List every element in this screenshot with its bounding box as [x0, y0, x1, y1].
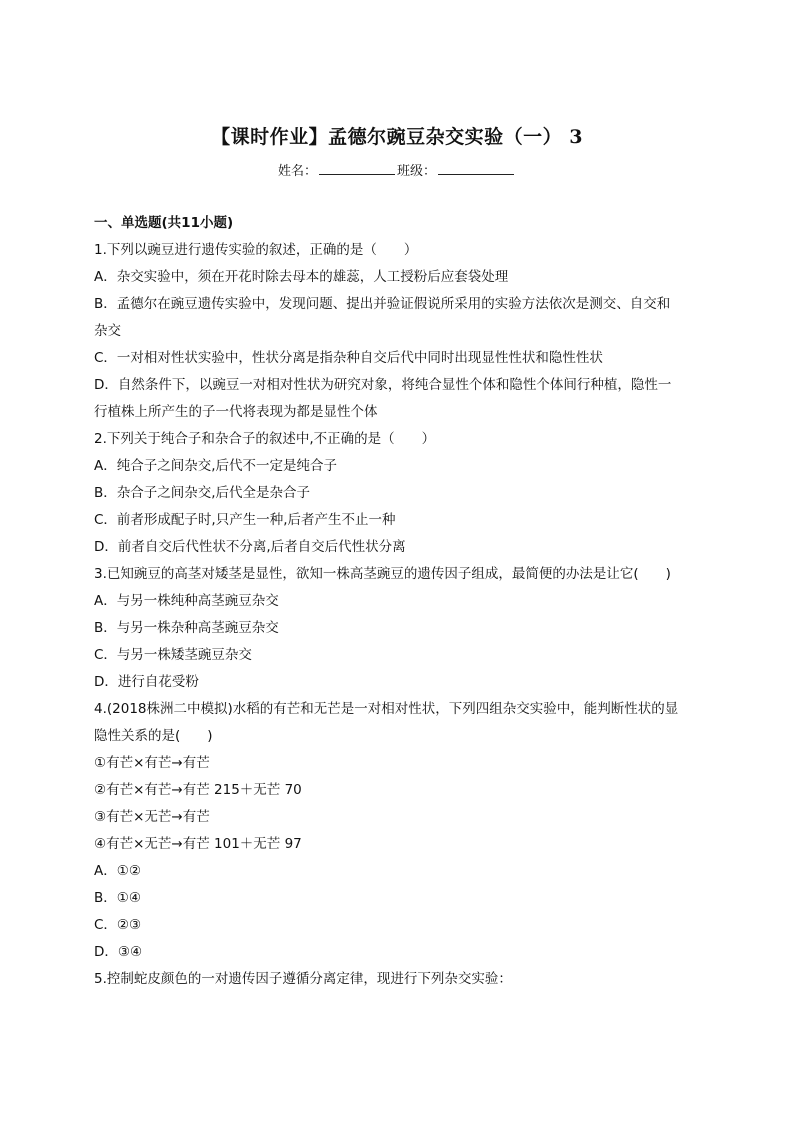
document-title: 【课时作业】孟德尔豌豆杂交实验（一） 3 — [211, 126, 583, 148]
text-line: B．杂合子之间杂交,后代全是杂合子 — [94, 485, 311, 501]
section-heading: 一、单选题(共11小题) — [94, 215, 234, 231]
text-line: 隐性关系的是( ) — [94, 728, 213, 744]
class-label: 班级： — [397, 164, 437, 179]
text-line: A．纯合子之间杂交,后代不一定是纯合子 — [94, 458, 338, 474]
text-line: 3.已知豌豆的高茎对矮茎是显性，欲知一株高茎豌豆的遗传因子组成，最简便的办法是让它( ) — [94, 566, 671, 582]
text-line: C．一对相对性状实验中，性状分离是指杂种自交后代中同时出现显性性状和隐性性状 — [94, 350, 603, 366]
text-line: D．③④ — [94, 944, 143, 960]
text-line: 5.控制蛇皮颜色的一对遗传因子遵循分离定律，现进行下列杂交实验： — [94, 971, 512, 987]
text-line: 行植株上所产生的子一代将表现为都是显性个体 — [94, 404, 378, 420]
text-line: D．自然条件下，以豌豆一对相对性状为研究对象，将纯合显性个体和隐性个体间行种植，隐性一 — [94, 377, 672, 393]
text-line: 1.下列以豌豆进行遗传实验的叙述，正确的是（ ） — [94, 242, 418, 258]
text-line: D．前者自交后代性状不分离,后者自交后代性状分离 — [94, 539, 406, 555]
text-line: ②有芒×有芒→有芒 215＋无芒 70 — [94, 782, 302, 798]
text-line: 杂交 — [94, 323, 121, 339]
text-line: A．①② — [94, 863, 141, 879]
text-line: B．与另一株杂种高茎豌豆杂交 — [94, 620, 279, 636]
text-line: 2.下列关于纯合子和杂合子的叙述中,不正确的是（ ） — [94, 431, 436, 447]
name-label: 姓名： — [277, 164, 317, 179]
text-line: D．进行自花受粉 — [94, 674, 199, 690]
class-blank[interactable] — [438, 162, 514, 175]
text-line: B．孟德尔在豌豆遗传实验中，发现问题、提出并验证假说所采用的实验方法依次是测交、自交和 — [94, 296, 671, 312]
question-content — [94, 210, 706, 993]
text-line: ①有芒×有芒→有芒 — [94, 755, 210, 771]
student-info — [0, 160, 794, 179]
text-line: C．前者形成配子时,只产生一种,后者产生不止一种 — [94, 512, 396, 528]
name-blank[interactable] — [319, 162, 395, 175]
text-line: 4.(2018株洲二中模拟)水稻的有芒和无芒是一对相对性状，下列四组杂交实验中，能判断性状的显 — [94, 701, 679, 717]
text-line: A．与另一株纯种高茎豌豆杂交 — [94, 593, 279, 609]
text-line: C．与另一株矮茎豌豆杂交 — [94, 647, 252, 663]
text-line: B．①④ — [94, 890, 141, 906]
text-line: C．②③ — [94, 917, 142, 933]
text-line: A．杂交实验中，须在开花时除去母本的雄蕊，人工授粉后应套袋处理 — [94, 269, 509, 285]
text-line: ③有芒×无芒→有芒 — [94, 809, 210, 825]
text-line: ④有芒×无芒→有芒 101＋无芒 97 — [94, 836, 302, 852]
